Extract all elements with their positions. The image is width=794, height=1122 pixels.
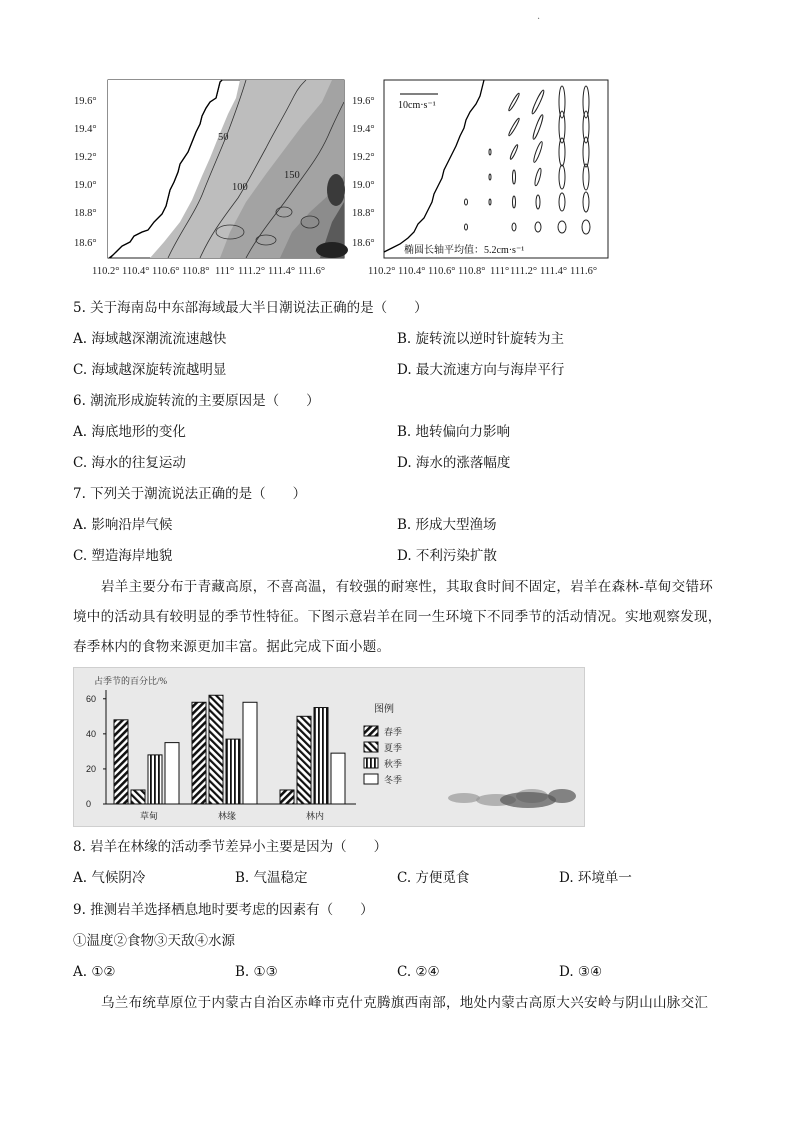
page-mark: ·: [537, 14, 541, 25]
right-x-tick: 111.4°: [540, 266, 568, 277]
left-y-tick: 18.6°: [74, 238, 97, 249]
left-x-tick: 111.4°: [268, 266, 296, 277]
q5-option-c: C. 海域越深旋转流越明显: [73, 362, 227, 378]
q9-factors: ①温度②食物③天敌④水源: [73, 933, 235, 949]
y-tick-label: 40: [86, 728, 97, 739]
q7-option-d: D. 不利污染扩散: [397, 548, 497, 564]
left-x-tick: 110.4°: [122, 266, 150, 277]
y-tick-label: 0: [86, 799, 92, 809]
right-y-tick: 18.6°: [352, 238, 375, 249]
q9-option-c: C. ②④: [397, 964, 440, 980]
contour-label-100: 100: [232, 182, 248, 193]
scan-smudge: [448, 793, 480, 803]
bar-冬季-草甸: [165, 743, 179, 804]
left-x-tick: 111.6°: [298, 266, 326, 277]
category-label: 林内: [306, 812, 325, 822]
scan-smudge: [500, 792, 556, 808]
right-y-tick: 19.2°: [352, 152, 375, 163]
bar-春季-草甸: [114, 720, 128, 804]
q8-option-b: B. 气温稳定: [235, 870, 308, 886]
q9-option-d: D. ③④: [559, 964, 603, 980]
right-y-tick: 18.8°: [352, 208, 375, 219]
chart-title: 占季节的百分比/%: [94, 676, 167, 686]
q5-option-d: D. 最大流速方向与海岸平行: [397, 362, 565, 378]
legend-label: 秋季: [384, 760, 403, 770]
contour-label-150: 150: [284, 170, 300, 181]
right-x-tick: 110.6°: [428, 266, 456, 277]
category-label: 草甸: [140, 812, 159, 822]
left-y-tick: 19.6°: [74, 96, 97, 107]
q7-option-c: C. 塑造海岸地貌: [73, 548, 173, 564]
bar-秋季-草甸: [148, 755, 162, 804]
bar-夏季-林内: [297, 716, 311, 804]
legend-title: 图例: [374, 704, 394, 715]
left-x-tick: 111.2°: [238, 266, 266, 277]
bar-夏季-林缘: [209, 695, 223, 804]
q6-option-c: C. 海水的往复运动: [73, 455, 186, 471]
left-y-tick: 18.8°: [74, 208, 97, 219]
left-y-tick: 19.4°: [74, 124, 97, 135]
bar-秋季-林内: [314, 708, 328, 804]
right-y-tick: 19.6°: [352, 96, 375, 107]
q5-option-b: B. 旋转流以逆时针旋转为主: [397, 331, 565, 347]
left-x-tick: 111°: [215, 266, 235, 277]
contour-label-50: 50: [218, 132, 229, 143]
q9-stem: 9. 推测岩羊选择栖息地时要考虑的因素有（ ）: [73, 902, 374, 918]
q8-stem: 8. 岩羊在林缘的活动季节差异小主要是因为（ ）: [73, 839, 388, 855]
y-tick-label: 60: [86, 693, 97, 704]
q8-option-c: C. 方便觅食: [397, 870, 470, 886]
legend-swatch: [364, 774, 378, 784]
bar-秋季-林缘: [226, 739, 240, 804]
q6-stem: 6. 潮流形成旋转流的主要原因是（ ）: [73, 393, 320, 409]
right-x-tick: 111.2°: [510, 266, 538, 277]
bar-冬季-林缘: [243, 702, 257, 804]
left-x-tick: 110.6°: [152, 266, 180, 277]
right-y-tick: 19.4°: [352, 124, 375, 135]
left-x-tick: 110.8°: [182, 266, 210, 277]
right-map: [352, 80, 608, 277]
q6-option-a: A. 海底地形的变化: [73, 424, 186, 440]
bar-春季-林内: [280, 790, 294, 804]
q5-stem: 5. 关于海南岛中东部海域最大半日潮说法正确的是（ ）: [73, 300, 428, 316]
bar-夏季-草甸: [131, 790, 145, 804]
passage-bharal: 岩羊主要分布于青藏高原，不喜高温，有较强的耐寒性，其取食时间不固定，岩羊在森林-草甸交错环境中的活动具有较明显的季节性特征。下图示意岩羊在同一生环境下不同季节的活动情况。实地观察发现，春季林内的食物来源更加丰富。据此完成下面小题。: [73, 579, 722, 655]
bharal-season-chart: [73, 667, 585, 827]
y-tick-label: 20: [86, 763, 97, 774]
q6-option-d: D. 海水的涨落幅度: [397, 455, 511, 471]
left-y-tick: 19.0°: [74, 180, 97, 191]
left-map: [74, 80, 348, 277]
right-x-tick: 111.6°: [570, 266, 598, 277]
right-x-tick: 110.2°: [368, 266, 396, 277]
legend-swatch: [364, 758, 378, 768]
left-y-tick: 19.2°: [74, 152, 97, 163]
legend-label: 冬季: [384, 776, 403, 786]
legend-label: 夏季: [384, 744, 403, 754]
legend-label: 春季: [384, 728, 403, 738]
q6-option-b: B. 地转偏向力影响: [397, 424, 511, 440]
passage-ulanbutong: 乌兰布统草原位于内蒙古自治区赤峰市克什克腾旗西南部，地处内蒙古高原大兴安岭与阴山山脉交汇: [101, 995, 709, 1011]
q5-option-a: A. 海域越深潮流流速越快: [73, 331, 227, 347]
q9-option-b: B. ①③: [235, 964, 278, 980]
q9-option-a: A. ①②: [73, 964, 116, 980]
legend-swatch: [364, 726, 378, 736]
right-x-tick: 110.8°: [458, 266, 486, 277]
q7-option-b: B. 形成大型渔场: [397, 517, 497, 533]
bar-冬季-林内: [331, 753, 345, 804]
q7-stem: 7. 下列关于潮流说法正确的是（ ）: [73, 486, 307, 502]
q8-option-a: A. 气候阴冷: [73, 870, 146, 886]
tidal-maps-figure: [70, 72, 630, 282]
left-x-tick: 110.2°: [92, 266, 120, 277]
right-y-tick: 19.0°: [352, 180, 375, 191]
scale-label: 10cm·s⁻¹: [398, 100, 436, 111]
q7-option-a: A. 影响沿岸气候: [73, 517, 173, 533]
legend-swatch: [364, 742, 378, 752]
q8-option-d: D. 环境单一: [559, 870, 632, 886]
ellipse-note: 椭圆长轴平均值：5.2cm·s⁻¹: [404, 245, 525, 256]
scan-smudge: [548, 789, 576, 803]
right-x-tick: 111°: [490, 266, 510, 277]
bar-春季-林缘: [192, 702, 206, 804]
right-x-tick: 110.4°: [398, 266, 426, 277]
category-label: 林缘: [218, 812, 237, 822]
